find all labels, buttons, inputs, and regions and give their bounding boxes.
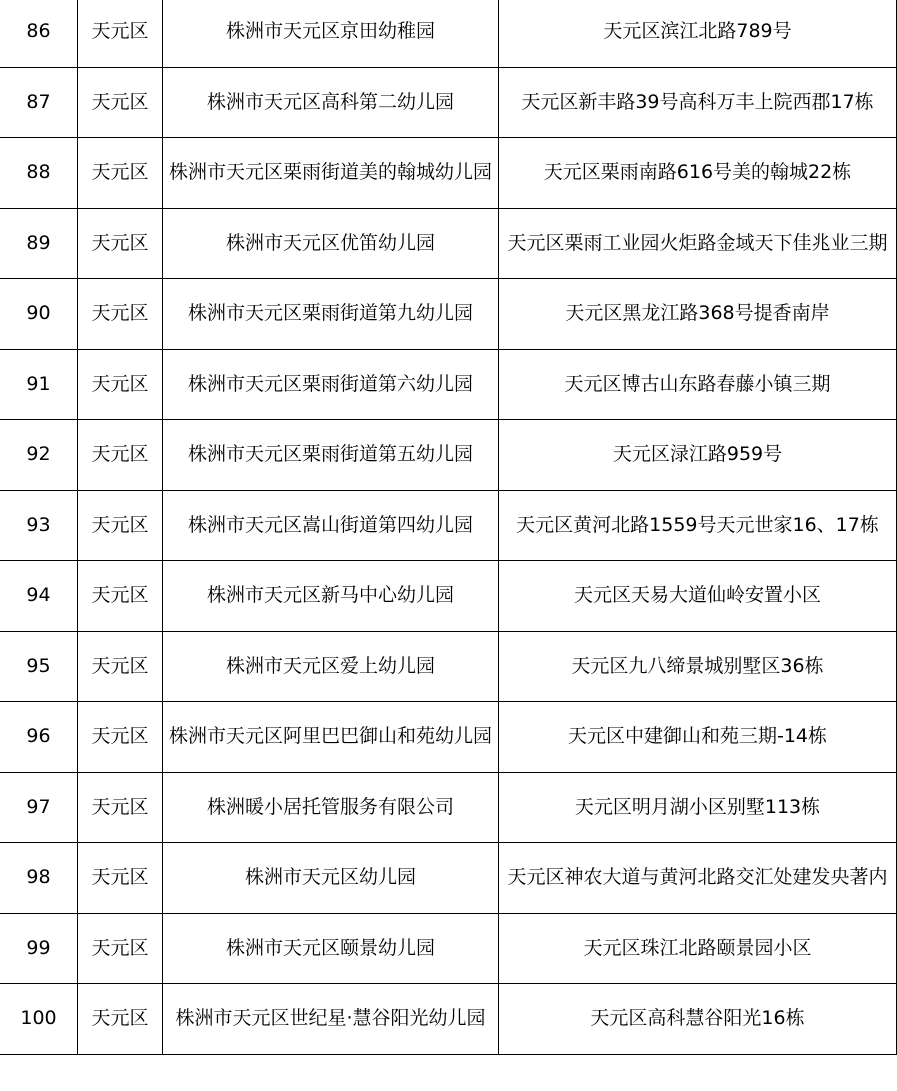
table-row [0, 702, 897, 773]
address-cell: 天元区黄河北路1559号天元世家16、17栋 [499, 490, 897, 561]
address-cell: 天元区九八缔景城别墅区36栋 [499, 631, 897, 702]
address-cell: 天元区神农大道与黄河北路交汇处建发央著内 [499, 843, 897, 914]
address-cell: 天元区博古山东路春藤小镇三期 [499, 349, 897, 420]
table-row [0, 843, 897, 914]
table-row [0, 984, 897, 1055]
row-number-cell: 91 [0, 349, 78, 420]
row-number-cell: 100 [0, 984, 78, 1055]
district-cell: 天元区 [78, 0, 163, 67]
district-cell: 天元区 [78, 984, 163, 1055]
table-row [0, 0, 897, 67]
row-number-cell: 87 [0, 67, 78, 138]
row-number-cell: 98 [0, 843, 78, 914]
table-row [0, 561, 897, 632]
address-cell: 天元区中建御山和苑三期-14栋 [499, 702, 897, 773]
table-row [0, 138, 897, 209]
address-cell: 天元区黑龙江路368号提香南岸 [499, 279, 897, 350]
address-cell: 天元区渌江路959号 [499, 420, 897, 491]
row-number-cell: 89 [0, 208, 78, 279]
table-row [0, 349, 897, 420]
address-cell: 天元区高科慧谷阳光16栋 [499, 984, 897, 1055]
address-cell: 天元区珠江北路颐景园小区 [499, 913, 897, 984]
kindergarten-name-cell: 株洲市天元区栗雨街道第九幼儿园 [163, 279, 499, 350]
row-number-cell: 90 [0, 279, 78, 350]
district-cell: 天元区 [78, 913, 163, 984]
kindergarten-name-cell: 株洲市天元区新马中心幼儿园 [163, 561, 499, 632]
table-row [0, 772, 897, 843]
kindergarten-name-cell: 株洲市天元区栗雨街道美的翰城幼儿园 [163, 138, 499, 209]
table-row [0, 420, 897, 491]
district-cell: 天元区 [78, 279, 163, 350]
district-cell: 天元区 [78, 561, 163, 632]
kindergarten-name-cell: 株洲市天元区世纪星·慧谷阳光幼儿园 [163, 984, 499, 1055]
table-row [0, 67, 897, 138]
district-cell: 天元区 [78, 349, 163, 420]
district-cell: 天元区 [78, 772, 163, 843]
district-cell: 天元区 [78, 702, 163, 773]
address-cell: 天元区栗雨南路616号美的翰城22栋 [499, 138, 897, 209]
kindergarten-name-cell: 株洲市天元区嵩山街道第四幼儿园 [163, 490, 499, 561]
kindergarten-name-cell: 株洲市天元区颐景幼儿园 [163, 913, 499, 984]
row-number-cell: 96 [0, 702, 78, 773]
row-number-cell: 92 [0, 420, 78, 491]
table-row [0, 490, 897, 561]
district-cell: 天元区 [78, 843, 163, 914]
address-cell: 天元区天易大道仙岭安置小区 [499, 561, 897, 632]
table-row [0, 913, 897, 984]
district-cell: 天元区 [78, 67, 163, 138]
district-cell: 天元区 [78, 420, 163, 491]
row-number-cell: 95 [0, 631, 78, 702]
row-number-cell: 93 [0, 490, 78, 561]
address-cell: 天元区新丰路39号高科万丰上院西郡17栋 [499, 67, 897, 138]
address-cell: 天元区栗雨工业园火炬路金域天下佳兆业三期 [499, 208, 897, 279]
table-row [0, 631, 897, 702]
district-cell: 天元区 [78, 631, 163, 702]
address-cell: 天元区明月湖小区别墅113栋 [499, 772, 897, 843]
district-cell: 天元区 [78, 490, 163, 561]
address-cell: 天元区滨江北路789号 [499, 0, 897, 67]
row-number-cell: 97 [0, 772, 78, 843]
kindergarten-name-cell: 株洲市天元区优笛幼儿园 [163, 208, 499, 279]
district-cell: 天元区 [78, 208, 163, 279]
kindergarten-name-cell: 株洲暖小居托管服务有限公司 [163, 772, 499, 843]
row-number-cell: 94 [0, 561, 78, 632]
kindergarten-name-cell: 株洲市天元区爱上幼儿园 [163, 631, 499, 702]
table-row [0, 279, 897, 350]
kindergarten-name-cell: 株洲市天元区阿里巴巴御山和苑幼儿园 [163, 702, 499, 773]
kindergarten-name-cell: 株洲市天元区栗雨街道第六幼儿园 [163, 349, 499, 420]
district-cell: 天元区 [78, 138, 163, 209]
row-number-cell: 86 [0, 0, 78, 67]
kindergarten-name-cell: 株洲市天元区高科第二幼儿园 [163, 67, 499, 138]
kindergarten-name-cell: 株洲市天元区幼儿园 [163, 843, 499, 914]
row-number-cell: 99 [0, 913, 78, 984]
table-row [0, 208, 897, 279]
kindergarten-name-cell: 株洲市天元区京田幼稚园 [163, 0, 499, 67]
row-number-cell: 88 [0, 138, 78, 209]
kindergarten-name-cell: 株洲市天元区栗雨街道第五幼儿园 [163, 420, 499, 491]
